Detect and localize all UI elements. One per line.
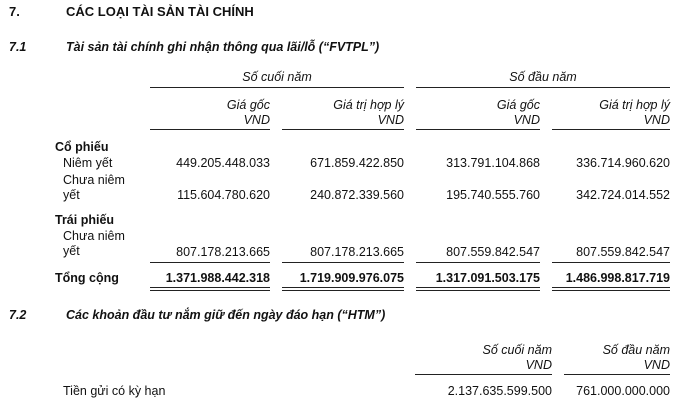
subtotal-line [282,262,404,263]
column-header-unit: VND [243,113,270,127]
column-header-title: Giá gốc [226,98,270,112]
column-header [282,98,404,128]
column-header-underline [282,129,404,130]
column-header-title: Giá trị hợp lý [599,98,670,112]
column-header-title: Giá trị hợp lý [333,98,404,112]
total-double-underline [552,287,670,291]
table-cell: 342.724.014.552 [576,188,670,202]
unlisted-stock-label [63,173,125,203]
table-cell: 240.872.339.560 [310,188,404,202]
subsection-title-7-2: Các khoản đầu tư nắm giữ đến ngày đáo hạn (“HTM”) [66,308,386,322]
column-header [150,98,270,128]
column-header [415,343,552,373]
table-cell: 807.178.213.665 [310,245,404,259]
column-header-underline [150,129,270,130]
label-line: Chưa niêm [63,173,125,187]
section-number: 7. [9,4,20,19]
table-cell: 761.000.000.000 [576,384,670,398]
table-cell: 807.559.842.547 [446,245,540,259]
subsection-number-7-1: 7.1 [9,40,27,54]
subtotal-line [552,262,670,263]
table-cell: 336.714.960.620 [576,156,670,170]
group-header-beginning-of-year: Số đầu năm [509,70,577,84]
subsection-number-7-2: 7.2 [9,308,27,322]
column-header-unit: VND [643,358,670,372]
table-cell: 195.740.555.760 [446,188,540,202]
group-header-underline [416,87,670,88]
total-cell: 1.719.909.976.075 [299,271,404,285]
table-cell: 807.559.842.547 [576,245,670,259]
total-double-underline [150,287,270,291]
table-cell: 115.604.780.620 [177,188,270,202]
column-header [416,98,540,128]
table-cell: 449.205.448.033 [176,156,270,170]
section-title: CÁC LOẠI TÀI SẢN TÀI CHÍNH [66,4,254,19]
bonds-label: Trái phiếu [55,213,115,227]
total-cell: 1.317.091.503.175 [435,271,540,285]
column-header-unit: VND [525,358,552,372]
column-header-unit: VND [377,113,404,127]
column-header-underline [564,374,670,375]
total-cell: 1.486.998.817.719 [565,271,670,285]
total-double-underline [416,287,540,291]
column-header-underline [416,129,540,130]
column-header [552,98,670,128]
column-header-title: Số đầu năm [602,343,670,357]
column-header [564,343,670,373]
total-double-underline [282,287,404,291]
group-header-end-of-year: Số cuối năm [242,70,312,84]
column-header-title: Giá gốc [496,98,540,112]
unlisted-bond-label [63,229,125,259]
total-cell: 1.371.988.442.318 [165,271,270,285]
listed-label: Niêm yết [63,156,113,170]
subtotal-line [416,262,540,263]
subtotal-line [150,262,270,263]
label-line: yết [63,244,80,258]
table-cell: 671.859.422.850 [310,156,404,170]
column-header-unit: VND [643,113,670,127]
stocks-label: Cổ phiếu [55,140,109,154]
term-deposit-label: Tiền gửi có kỳ hạn [63,384,166,398]
column-header-underline [415,374,552,375]
column-header-unit: VND [513,113,540,127]
table-cell: 807.178.213.665 [176,245,270,259]
label-line: Chưa niêm [63,229,125,243]
column-header-title: Số cuối năm [482,343,552,357]
table-cell: 313.791.104.868 [446,156,540,170]
table-cell: 2.137.635.599.500 [447,384,552,398]
group-header-underline [150,87,404,88]
subsection-title-7-1: Tài sản tài chính ghi nhận thông qua lãi/lỗ (“FVTPL”) [66,40,380,54]
label-line: yết [63,188,80,202]
total-label: Tổng cộng [55,271,119,285]
column-header-underline [552,129,670,130]
